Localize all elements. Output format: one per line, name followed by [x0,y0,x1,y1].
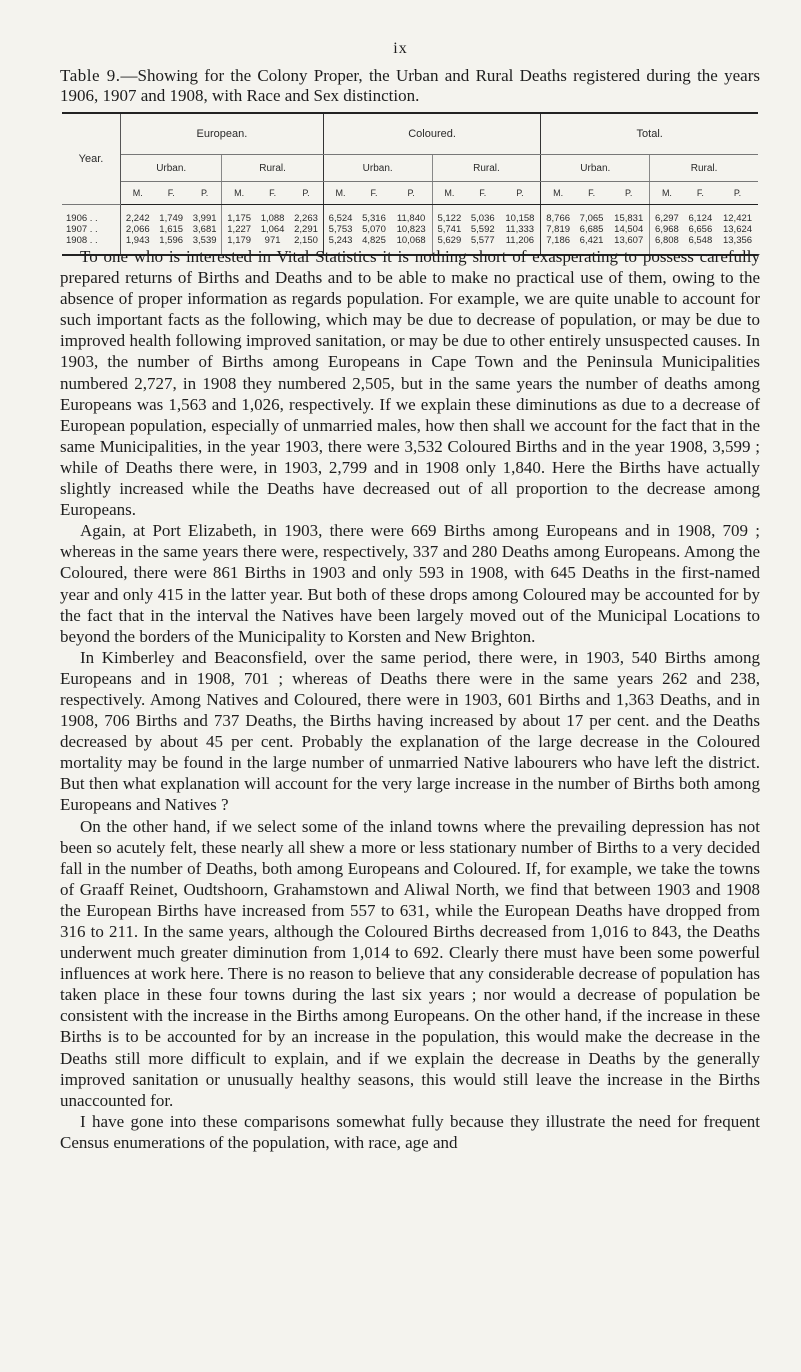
sex-header: P. [391,182,432,205]
table-cell: 5,592 [470,224,495,235]
sex-header: M. [222,182,256,205]
table-cell: 971 [256,235,289,255]
year-cell: 1908 . . [62,235,121,255]
table-cell: 3,991 [188,205,222,225]
table-cell: 10,068 [391,235,432,255]
table-cell: 10,823 [391,224,432,235]
table-cell: 1,749 [159,213,184,224]
sex-header: M. [323,182,357,205]
table-cell: 13,624 [722,224,753,235]
table-cell: 6,524 [328,213,353,224]
table-label: Table 9. [60,66,121,85]
sex-header: M. [541,182,575,205]
subgroup-header: Urban. [541,155,650,182]
sex-header: M. [432,182,466,205]
sex-header: F. [575,182,608,205]
table-cell: 2,066 [125,224,150,235]
group-header-coloured: Coloured. [323,113,541,155]
table-cell: 11,840 [391,205,432,225]
table-cell: 5,577 [466,235,499,255]
sex-header: P. [289,182,323,205]
subgroup-header: Rural. [222,155,323,182]
table-cell: 2,242 [125,213,150,224]
table-cell: 5,122 [437,213,462,224]
table-cell: 11,333 [499,224,540,235]
sex-header: P. [188,182,222,205]
table-cell: 7,186 [541,235,575,255]
table-cell: 1,227 [227,224,252,235]
table-cell: 4,825 [357,235,390,255]
table-cell: 5,243 [323,235,357,255]
table-row [62,224,758,235]
table-cell: 2,150 [289,235,323,255]
table-cell: 1,175 [227,213,252,224]
sex-header: M. [121,182,155,205]
table-cell: 5,741 [437,224,462,235]
table-cell: 6,656 [688,224,713,235]
table-caption-text: —Showing for the Colony Proper, the Urban and Rural Deaths registered during the years 1906, 1907 and 1908, with Race and Sex distinction. [60,66,761,105]
table-cell: 6,685 [579,224,604,235]
table-cell: 1,943 [121,235,155,255]
table-cell: 1,596 [155,235,188,255]
table-cell: 5,036 [470,213,495,224]
table-cell: 5,070 [362,224,386,235]
page-number: ix [393,40,408,57]
table-cell: 1,064 [260,224,285,235]
paragraph: Again, at Port Elizabeth, in 1903, there were 669 Births among Europeans and in 1908, 709 ; whereas in the same years there were, respectively, 337 and 280 Deaths among Europeans. Among the Coloured, there were 861 Births in 1903 and only 593 in 1908, with 645 Deaths in the first-named year and only 415 in the latter year. But both of these drops among Coloured may be accounted for by the fact that in the interval the Natives have been largely moved out of the Municipal Locations to beyond the borders of the Municipality to Korsten and New Brighton. [60,521,760,646]
table-cell: 1,179 [222,235,256,255]
sex-header: F. [357,182,390,205]
sex-header: P. [717,182,758,205]
table-cell: 5,316 [362,213,386,224]
deaths-table [62,112,758,256]
paragraph: In Kimberley and Beaconsfield, over the same period, there were, in 1903, 540 Births among Europeans and in 1908, 701 ; whereas of Deaths there were in the same years 262 and 238, respectively. Among Natives and Coloured, there were in 1903, 601 Births and 1,363 Deaths, and in 1908, 706 Births and 737 Deaths, the Births having increased by about 17 per cent. and the Deaths decreased by about 45 per cent. Probably the explanation of the large decrease in the Coloured mortality may be found in the large number of unmarried Native labourers who have left the district. But then what explanation will account for the very large increase in the number of Births both among Europeans and Natives ? [60,647,760,815]
table-cell: 10,158 [499,205,540,225]
paragraph: I have gone into these comparisons somewhat fully because they illustrate the need for frequent Census enumerations of the population, with race, age and [60,1111,760,1152]
year-cell: 1907 . . [62,224,121,235]
sex-header: F. [256,182,289,205]
table-cell: 3,681 [188,224,222,235]
table-cell: 6,548 [684,235,717,255]
subgroup-header: Urban. [121,155,222,182]
table-cell: 12,421 [722,213,753,224]
table-cell: 7,819 [546,224,571,235]
table-cell: 6,297 [655,213,679,224]
table-caption [60,66,760,106]
table-cell: 6,421 [575,235,608,255]
table-cell: 3,539 [188,235,222,255]
sex-header: F. [684,182,717,205]
table-cell: 14,504 [608,224,649,235]
paragraph: On the other hand, if we select some of the inland towns where the prevailing depression has not been so acutely felt, these nearly all shew a more or less stationary number of Births to a very decided fall in the number of Deaths, both among Europeans and Coloured. If, for example, we take the towns of Graaff Reinet, Oudtshoorn, Grahamstown and Aliwal North, we find that between 1903 and 1908 the European Births have increased from 557 to 631, while the European Deaths have dropped from 316 to 211. In the same years, although the Coloured Births decreased from 1,016 to 843, the Deaths underwent much greater diminution from 1,014 to 692. Clearly there must have been some powerful influences at work here. There is no reason to believe that any considerable decrease of population has taken place in these four towns during the last six years ; nor would a decrease of population be consistent with the increase in the Births among Europeans. On the other hand, if the increase in these Births is to be accounted for by an increase in the population, this would make the decrease in the Deaths still more difficult to explain, and if we explain the decrease in Deaths by the generally improved sanitation or unusually healthy seasons, this would still leave the increase in the Births unaccounted for. [60,816,760,1110]
subgroup-header: Rural. [432,155,541,182]
body-text [60,246,760,1153]
table-cell: 1,615 [159,224,184,235]
paragraph: To one who is interested in Vital Statistics it is nothing short of exasperating to possess carefully prepared returns of Births and Deaths and to be able to make no practical use of them, owing to the absence of proper information as regards population. For example, we are quite unable to account for such important facts as the following, which may be due to decrease of population, or may be due to improved health following improved sanitation, or may be due to other entirely unsuspected causes. In 1903, the number of Births among Europeans in Cape Town and the Peninsula Municipalities numbered 2,727, in 1908 they numbered 2,505, but in the same years the number of deaths among Europeans was 1,563 and 1,026, respectively. If we explain these diminutions as due to a decrease of European population, especially of unmarried males, how then shall we account for the fact that in the same Municipalities, in the year 1903, there were 3,532 Coloured Births and in the year 1908, 3,599 ; while of Deaths there were, in 1903, 2,799 and in 1908 only 1,840. Here the Births have actually slightly increased while the Deaths have decreased out of all proportion to the decrease among Europeans. [60,247,760,520]
table-cell: 6,808 [650,235,684,255]
table-cell: 15,831 [608,205,649,225]
table-row [62,205,758,225]
sex-header: M. [650,182,684,205]
subgroup-header: Urban. [323,155,432,182]
table-cell: 1,088 [260,213,285,224]
table-cell: 11,206 [499,235,540,255]
sex-header: P. [499,182,540,205]
sex-header: F. [466,182,499,205]
group-header-total: Total. [541,113,758,155]
year-header: Year. [62,113,121,205]
table-cell: 5,753 [328,224,353,235]
table-cell: 7,065 [579,213,604,224]
sex-header: P. [608,182,649,205]
sex-header: F. [155,182,188,205]
year-cell: 1906 . . [62,205,121,225]
table-cell: 13,356 [717,235,758,255]
table-cell: 13,607 [608,235,649,255]
table-cell: 2,291 [289,224,323,235]
group-header-european: European. [121,113,324,155]
table-cell: 8,766 [546,213,571,224]
subgroup-header: Rural. [650,155,758,182]
table-cell: 6,968 [655,224,679,235]
table-cell: 5,629 [432,235,466,255]
table-cell: 2,263 [289,205,323,225]
table-cell: 6,124 [688,213,713,224]
